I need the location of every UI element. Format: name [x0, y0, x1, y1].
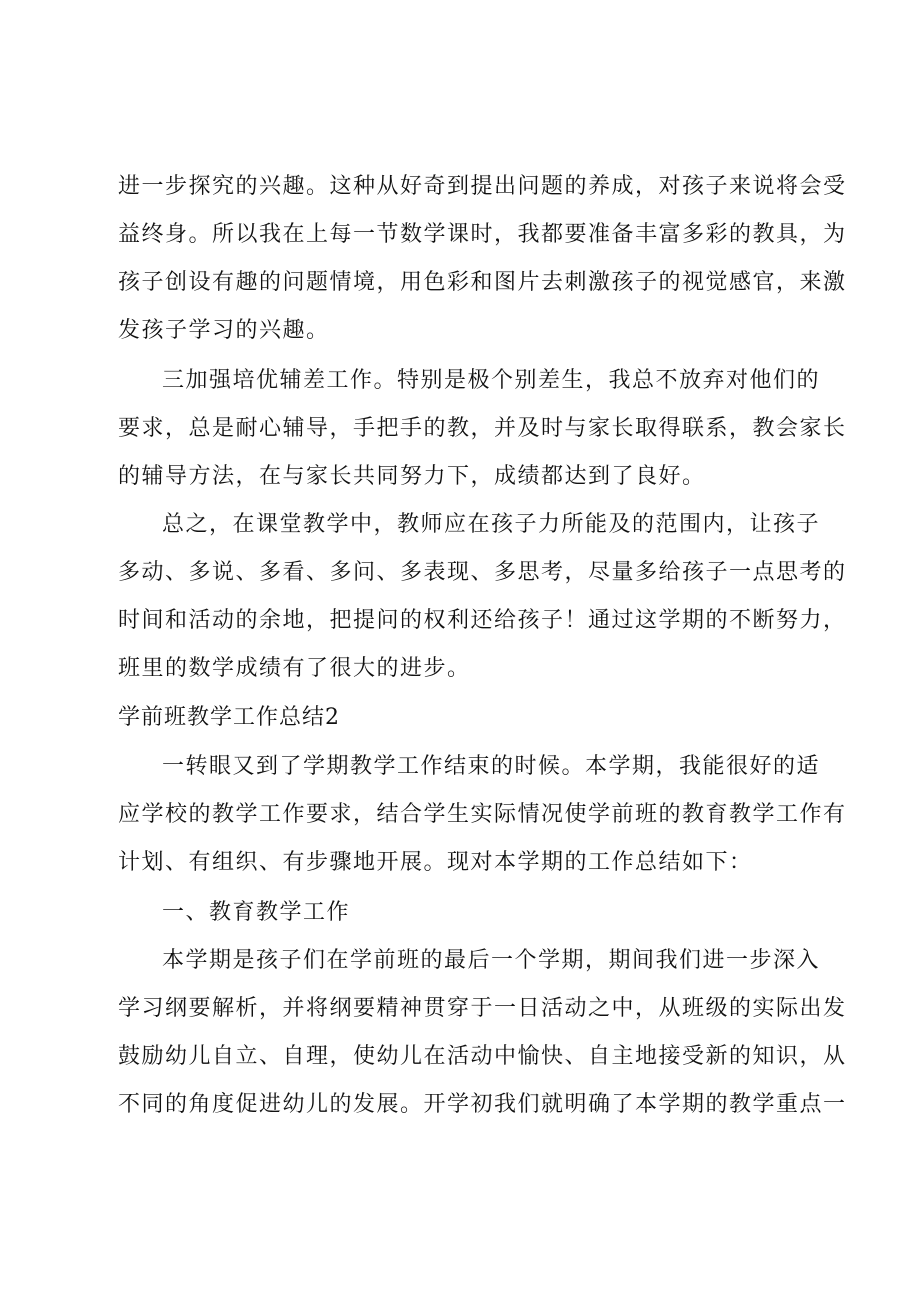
paragraph-5-line-2: 学习纲要解析，并将纲要精神贯穿于一日活动之中，从班级的实际出发 — [118, 996, 847, 1021]
subheading: 一、教育教学工作 — [162, 900, 351, 925]
paragraph-2-line-1: 三加强培优辅差工作。特别是极个别差生，我总不放弃对他们的 — [162, 368, 821, 393]
paragraph-2-line-2: 要求，总是耐心辅导，手把手的教，并及时与家长取得联系，教会家长 — [118, 416, 847, 441]
paragraph-4-line-1: 一转眼又到了学期教学工作结束的时候。本学期，我能很好的适 — [162, 754, 821, 779]
paragraph-1-line-3: 孩子创设有趣的问题情境，用色彩和图片去刺激孩子的视觉感官，来激 — [118, 270, 847, 295]
paragraph-2-line-3: 的辅导方法，在与家长共同努力下，成绩都达到了良好。 — [118, 464, 706, 489]
paragraph-3-line-1: 总之，在课堂教学中，教师应在孩子力所能及的范围内，让孩子 — [162, 512, 821, 537]
paragraph-5-line-1: 本学期是孩子们在学前班的最后一个学期，期间我们进一步深入 — [162, 948, 821, 973]
paragraph-5-line-3: 鼓励幼儿自立、自理，使幼儿在活动中愉快、自主地接受新的知识，从 — [118, 1044, 847, 1069]
paragraph-4-line-2: 应学校的教学工作要求，结合学生实际情况使学前班的教育教学工作有 — [118, 802, 847, 827]
paragraph-3-line-4: 班里的数学成绩有了很大的进步。 — [118, 656, 471, 681]
paragraph-4-line-3: 计划、有组织、有步骤地开展。现对本学期的工作总结如下： — [118, 850, 753, 875]
paragraph-1-line-4: 发孩子学习的兴趣。 — [118, 318, 330, 343]
paragraph-3-line-2: 多动、多说、多看、多问、多表现、多思考，尽量多给孩子一点思考的 — [118, 560, 847, 585]
paragraph-1-line-2: 益终身。所以我在上每一节数学课时，我都要准备丰富多彩的教具，为 — [118, 222, 847, 247]
paragraph-3-line-3: 时间和活动的余地，把提问的权利还给孩子！通过这学期的不断努力， — [118, 608, 847, 633]
paragraph-5-line-4: 不同的角度促进幼儿的发展。开学初我们就明确了本学期的教学重点一 — [118, 1092, 847, 1117]
section-title: 学前班教学工作总结2 — [118, 705, 340, 730]
paragraph-1-line-1: 进一步探究的兴趣。这种从好奇到提出问题的养成，对孩子来说将会受 — [118, 174, 847, 199]
